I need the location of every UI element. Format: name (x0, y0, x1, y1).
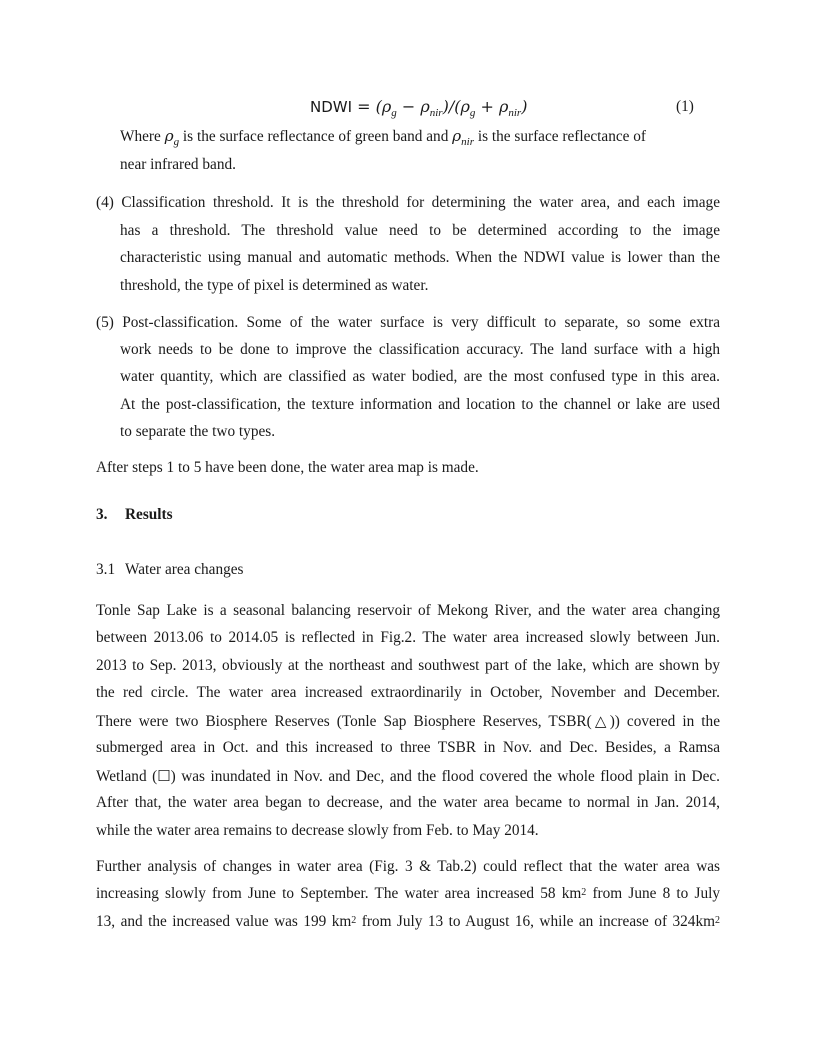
para-text: 13, and the increased value was 199 km (96, 913, 352, 930)
where-text: is the surface reflectance of green band and (179, 128, 453, 145)
where-line-2: near infrared band. (120, 156, 236, 173)
step5-line-2: work needs to be done to improve the classification accuracy. The land surface with a high (120, 341, 720, 358)
equation-part: + ρ (475, 97, 509, 116)
rho-subscript: g (173, 136, 180, 148)
para1-line-9: while the water area remains to decrease slowly from Feb. to May 2014. (96, 822, 539, 839)
superscript: 2 (581, 887, 587, 898)
equation-sub: nir (508, 107, 522, 119)
para1-line-6: submerged area in Oct. and this increased to three TSBR in Nov. and Dec. Besides, a Ramsa (96, 739, 720, 756)
equation-part: ) (521, 97, 528, 116)
para-text: There were two Biosphere Reserves (Tonle Sap Biosphere Reserves, TSBR( (96, 713, 592, 730)
ndwi-equation (310, 96, 527, 120)
para2-line-1: Further analysis of changes in water area (Fig. 3 & Tab.2) could reflect that the water area was (96, 858, 720, 875)
section-number: 3. (96, 506, 108, 523)
equation-number: (1) (676, 98, 694, 115)
rho-symbol: ρ (452, 127, 462, 145)
step4-line-1: (4) Classification threshold. It is the threshold for determining the water area, and each image (96, 194, 720, 211)
para-text: increasing slowly from June to September. The water area increased 58 km (96, 885, 582, 902)
section-title: Results (125, 506, 173, 523)
para2-line-2 (96, 884, 720, 904)
para1-line-5 (96, 711, 720, 732)
rho-symbol: ρ (164, 127, 174, 145)
para-text: )) covered in the (609, 713, 720, 730)
after-steps-text: After steps 1 to 5 have been done, the water area map is made. (96, 459, 479, 476)
where-text: Where (120, 128, 165, 145)
square-symbol: ☐ (157, 767, 171, 785)
equation-lhs: NDWI (310, 98, 353, 116)
triangle-symbol: △ (591, 712, 610, 730)
equation-sub: g (391, 107, 397, 119)
superscript: 2 (351, 915, 357, 926)
para1-line-1: Tonle Sap Lake is a seasonal balancing reservoir of Mekong River, and the water area changing (96, 602, 720, 619)
para1-line-8: After that, the water area began to decrease, and the water area became to normal in Jan. 2014, (96, 794, 720, 811)
where-line-1 (120, 126, 720, 148)
para1-line-2: between 2013.06 to 2014.05 is reflected in Fig.2. The water area increased slowly between Jun. (96, 629, 720, 646)
equation-part: )/(ρ (442, 97, 470, 116)
subsection-title: Water area changes (125, 561, 244, 578)
equation-part: − ρ (396, 97, 430, 116)
step5-line-5: to separate the two types. (120, 423, 276, 440)
equation-part: = (ρ (352, 97, 392, 116)
para-text: from July 13 to August 16, while an increase of 324km (356, 913, 715, 930)
step5-line-1: (5) Post-classification. Some of the water surface is very difficult to separate, so some extra (96, 314, 720, 331)
para1-line-7 (96, 766, 720, 787)
para1-line-4: the red circle. The water area increased extraordinarily in October, November and December. (96, 684, 720, 701)
para-text: Wetland ( (96, 768, 158, 785)
step4-line-2: has a threshold. The threshold value need to be determined according to the image (120, 222, 720, 239)
where-text: is the surface reflectance of (474, 128, 647, 145)
step5-line-4: At the post-classification, the texture information and location to the channel or lake are used (120, 396, 720, 413)
para-text: from June 8 to July (586, 885, 720, 902)
equation-sub: nir (429, 107, 443, 119)
step5-line-3: water quantity, which are classified as water bodied, are the most confused type in this area. (120, 368, 720, 385)
superscript: 2 (715, 915, 720, 926)
subsection-number: 3.1 (96, 561, 116, 578)
para-text: ) was inundated in Nov. and Dec, and the flood covered the whole flood plain in Dec. (170, 768, 720, 785)
para1-line-3: 2013 to Sep. 2013, obviously at the northeast and southwest part of the lake, which are shown by (96, 657, 720, 674)
para2-line-3 (96, 912, 720, 932)
rho-subscript: nir (461, 136, 475, 148)
equation-sub: g (469, 107, 476, 119)
step4-line-3: characteristic using manual and automatic methods. When the NDWI value is lower than the (120, 249, 720, 266)
step4-line-4: threshold, the type of pixel is determined as water. (120, 277, 429, 294)
